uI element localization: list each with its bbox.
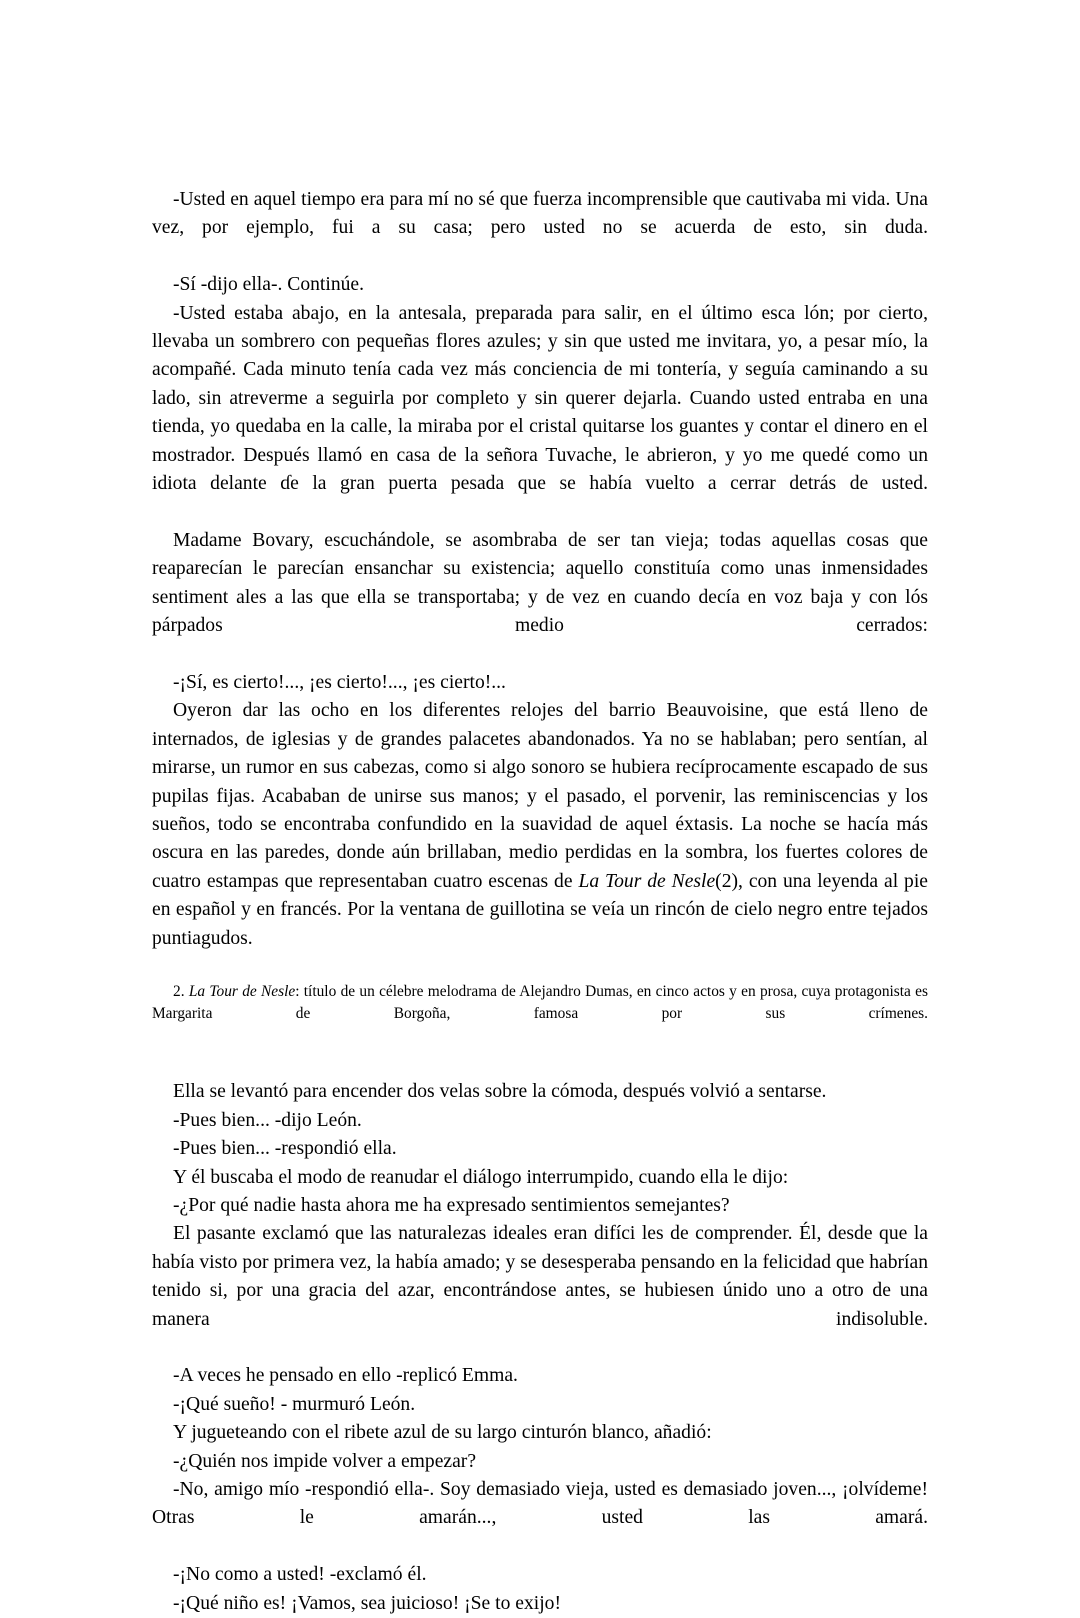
- paragraph: -¿Por qué nadie hasta ahora me ha expresado sentimientos semejantes?: [173, 1195, 730, 1216]
- paragraph: -A veces he pensado en ello -replicó Emma.: [173, 1365, 518, 1387]
- paragraph: Y él buscaba el modo de reanudar el diálogo interrumpido, cuando ella le dijo:: [173, 1166, 789, 1188]
- paragraph: -¿Quién nos impide volver a empezar?: [173, 1450, 477, 1472]
- paragraph: -Sí -dijo ella-. Continúe.: [173, 274, 365, 296]
- paragraph-spacer: [152, 1047, 928, 1078]
- paragraph: -¡Qué sueño! - murmuró León.: [173, 1393, 416, 1415]
- paragraph-text-prefix: Oyeron dar las ocho en los diferentes relojes del barrio Beauvoisine, que está lleno de internados, de iglesias y de grandes palacetes abandonados. Ya no se hablaban; pero sentían, al mirarse, un rumor en sus cabezas, como si algo sonoro se hubiera recíprocamente escapado de sus pupilas fijas. Acababan de unirse sus manos; y el pasado, el porvenir, las reminiscencias y los sueños, todo se encontraba confundido en la suavidad de aquel éxtasis. La noche se hacía más oscura en las paredes, donde aún brillaban, medio perdidas en la sombra, los fuertes colores de cuatro estampas que representaban cuatro escenas de: [152, 700, 928, 892]
- paragraph: -Usted en aquel tiempo era para mí no sé que fuerza incomprensible que cautivaba mi vida. Una vez, por ejemplo, fui a su casa; pero usted no se acuerda de esto, sin duda.: [152, 189, 928, 239]
- paragraph: -¡Sí, es cierto!..., ¡es cierto!..., ¡es cierto!...: [173, 671, 506, 693]
- paragraph-text-suffix: (2), con una leyenda al pie en español y en francés. Por la ventana de guillotina se veía un rincón de cielo negro entre tejados puntiagudos.: [152, 870, 928, 949]
- paragraph: -¡Qué niño es! ¡Vamos, sea juicioso! ¡Se to exijo!: [173, 1592, 561, 1614]
- page-text-block: [152, 186, 928, 1618]
- paragraph: -Usted estaba abajo, en la antesala, preparada para salir, en el último esca lón; por cierto, llevaba un sombrero con pequeñas flores azules; y sin que usted me invitara, yo, a pesar mío, la acompañé. Cada minuto tenía cada vez más conciencia de mi tontería, y seguía caminando a su lado, sin atreverme a seguirla por completo y sin querer dejarla. Cuando usted entraba en una tienda, yo quedaba en la calle, la miraba por el cristal quitarse los guantes y contar el dinero en el mostrador. Después llamó en casa de la señora Tuvache, le abrieron, y yo me quedé como un idiota delante ɗe la gran puerta pesada que se había vuelto a cerrar detrás de usted.: [152, 302, 928, 495]
- paragraph: Y jugueteando con el ribete azul de su largo cinturón blanco, añadió:: [173, 1422, 712, 1444]
- paragraph: El pasante exclamó que las naturalezas ideales eran difíci les de comprender. Él, desde que la había visto por primera vez, la había amado; y se desesperaba pensando en la felicidad que habrían tenido si, por una gracia del azar, encontrándose antes, se hubiesen únido uno a otro de una manera indisoluble.: [152, 1223, 928, 1330]
- footnote-title-italic: La Tour de Nesle: [188, 983, 296, 1001]
- footnote-marker: 2.: [173, 983, 189, 1001]
- footnote-text: : título de un célebre melodrama de Alejandro Dumas, en cinco actos y en prosa, cuya protagonista es Margarita de Borgoña, famosa por sus crímenes.: [152, 983, 928, 1023]
- paragraph-with-title-reference: [152, 697, 928, 981]
- book-title-italic: La Tour de Nesle: [578, 870, 716, 892]
- paragraph: -Pues bien... -respondió ella.: [173, 1138, 397, 1160]
- paragraph: Madame Bovary, escuchándole, se asombraba de ser tan vieja; todas aquellas cosas que reaparecían le parecían ensanchar su existencia; aquello constituía como unas inmensidades sentiment ales a las que ella se transportaba; y de vez en cuando decía en voz baja y con lós párpados medio cerrados:: [152, 529, 928, 637]
- footnote: [152, 981, 928, 1047]
- paragraph: Ella se levantó para encender dos velas sobre la cómoda, después volvió a sentarse.: [173, 1081, 827, 1103]
- paragraph: -Pues bien... -dijo León.: [173, 1109, 362, 1131]
- paragraph: -No, amigo mío -respondió ella-. Soy demasiado vieja, usted es demasiado joven..., ¡olvídeme! Otras le amarán..., usted las amará.: [152, 1479, 928, 1529]
- paragraph: -¡No como a usted! -exclamó él.: [173, 1564, 427, 1586]
